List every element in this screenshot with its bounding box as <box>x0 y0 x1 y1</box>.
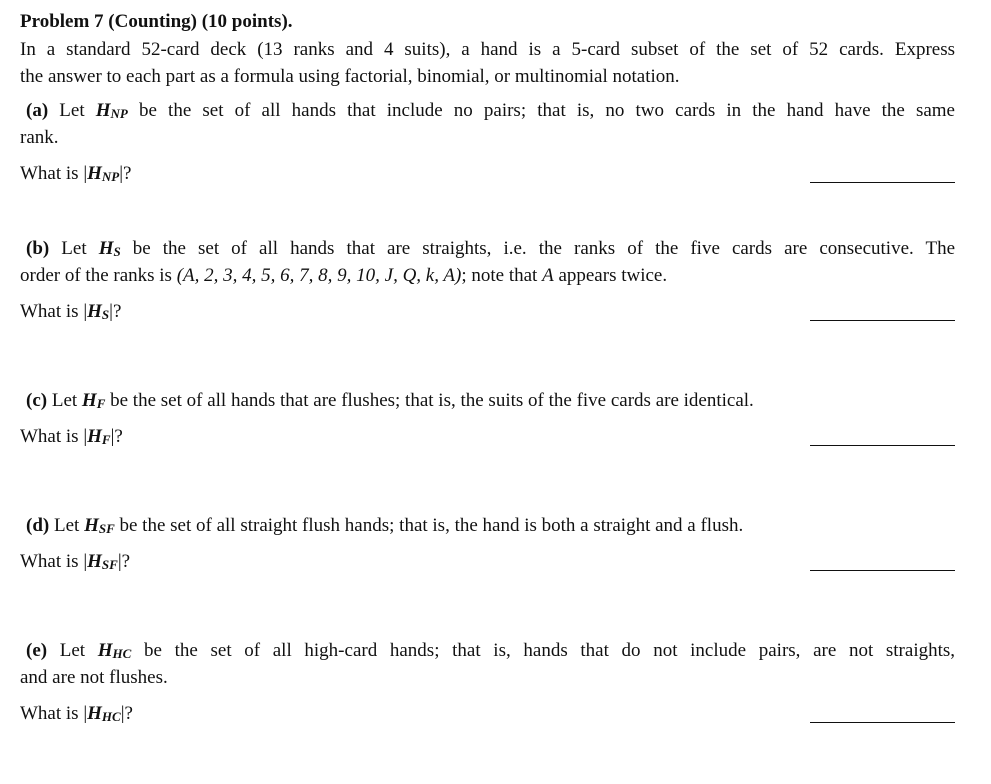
problem-title: Problem 7 (Counting) (10 points). <box>20 11 293 32</box>
part-e-question-symbol: $H_{HC}$ <box>87 703 121 724</box>
part-b-set-symbol: $H_S$ <box>98 238 121 259</box>
part-b-answer-blank[interactable] <box>810 320 955 321</box>
part-b-statement-cont: order of the ranks is (A, 2, 3, 4, 5, 6, 7, 8, 9, 10, J, Q, k, A); note that A appears twice. <box>20 265 668 286</box>
part-a-statement: (a) Let $H_{NP}$ be the set of all hands that include no pairs; that is, no two cards in the hand have the same <box>26 100 955 121</box>
part-c-statement: (c) Let $H_F$ be the set of all hands that are flushes; that is, the suits of the five cards are identical. <box>26 390 754 411</box>
part-d-statement: (d) Let $H_{SF}$ be the set of all straight flush hands; that is, the hand is both a straight and a flush. <box>26 515 744 536</box>
part-b-question-symbol: $H_S$ <box>87 301 110 322</box>
part-d-set-symbol: $H_{SF}$ <box>84 515 115 536</box>
problem-intro-line-2: the answer to each part as a formula using factorial, binomial, or multinomial notation. <box>20 66 680 87</box>
part-d-question: What is $|H_{SF}|$? <box>20 551 131 572</box>
part-a-question-symbol: $H_{NP}$ <box>87 163 120 184</box>
part-e-set-symbol: $H_{HC}$ <box>97 640 132 661</box>
part-a-question: What is $|H_{NP}|$? <box>20 163 132 184</box>
part-c-question: What is $|H_F|$? <box>20 426 123 447</box>
part-e-label: (e) <box>26 640 48 661</box>
part-a-label: (a) <box>26 100 49 121</box>
part-a-answer-blank[interactable] <box>810 182 955 183</box>
part-e-statement-cont: and are not flushes. <box>20 667 168 688</box>
part-b-question: What is $|H_S|$? <box>20 301 122 322</box>
part-c-question-symbol: $H_F$ <box>87 426 111 447</box>
problem-intro-line-1: In a standard 52-card deck (13 ranks and 4 suits), a hand is a 5-card subset of the set of 52 cards. Express <box>20 39 955 60</box>
part-b-statement: (b) Let $H_S$ be the set of all hands that are straights, i.e. the ranks of the five cards are consecutive. The <box>26 238 956 259</box>
part-c-set-symbol: $H_F$ <box>81 390 106 411</box>
part-b-label: (b) <box>26 238 50 259</box>
part-e-question: What is $|H_{HC}|$? <box>20 703 133 724</box>
part-c-answer-blank[interactable] <box>810 445 955 446</box>
part-d-question-symbol: $H_{SF}$ <box>87 551 118 572</box>
part-c-label: (c) <box>26 390 48 411</box>
part-e-statement: (e) Let $H_{HC}$ be the set of all high-card hands; that is, hands that do not include pairs, are not straights, <box>26 640 956 661</box>
rank-order: (A, 2, 3, 4, 5, 6, 7, 8, 9, 10, J, Q, k, A) <box>176 265 462 286</box>
part-d-answer-blank[interactable] <box>810 570 955 571</box>
part-e-answer-blank[interactable] <box>810 722 955 723</box>
part-a-statement-cont: rank. <box>20 127 59 148</box>
part-d-label: (d) <box>26 515 50 536</box>
part-a-set-symbol: $H_{NP}$ <box>95 100 128 121</box>
